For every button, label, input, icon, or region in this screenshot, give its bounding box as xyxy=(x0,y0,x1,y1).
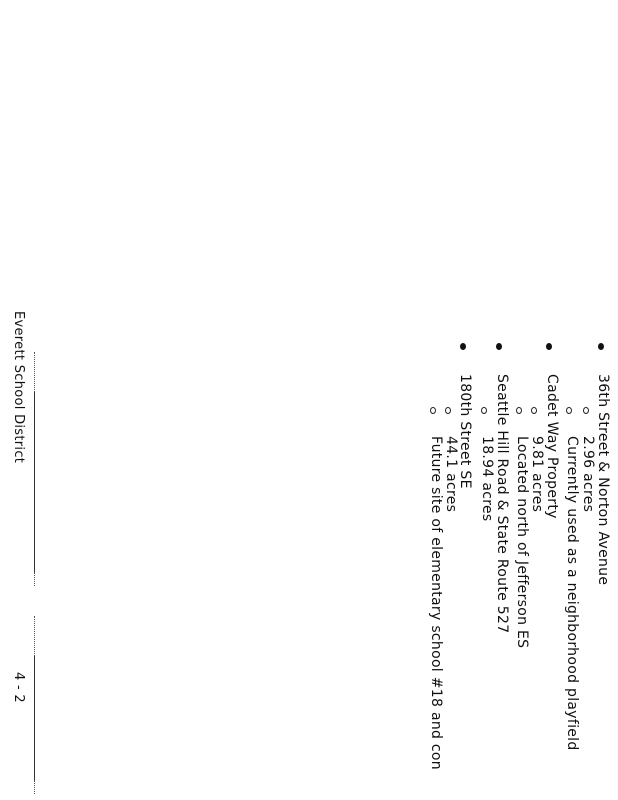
sub-bullet-icon xyxy=(430,407,436,414)
footer-page-number: 4 - 2 xyxy=(11,672,26,703)
sub-bullet-icon xyxy=(531,407,537,414)
bullet-icon xyxy=(598,343,604,350)
list-item-detail: Future site of elementary school #18 and con xyxy=(428,436,444,770)
footer-district: Everett School District xyxy=(11,311,26,464)
list-item-detail: 9.81 acres xyxy=(529,436,545,513)
list-item-detail: Currently used as a neighborhood playfield xyxy=(564,436,580,751)
list-item-title: Cadet Way Property xyxy=(544,374,560,519)
sub-bullet-icon xyxy=(566,407,572,414)
footer-divider xyxy=(34,392,35,572)
footer-divider xyxy=(34,352,36,392)
footer-divider xyxy=(34,780,36,794)
footer-divider xyxy=(34,572,36,586)
list-item-title: Seattle Hill Road & State Route 527 xyxy=(494,374,510,634)
sub-bullet-icon xyxy=(481,407,487,414)
bullet-icon xyxy=(546,343,552,350)
sub-bullet-icon xyxy=(583,407,589,414)
list-item-title: 36th Street & Norton Avenue xyxy=(595,374,611,586)
footer-divider xyxy=(34,616,36,656)
sub-bullet-icon xyxy=(516,407,522,414)
list-item-detail: 2.96 acres xyxy=(580,436,596,513)
list-item-title: 180th Street SE xyxy=(457,374,473,489)
bullet-icon xyxy=(496,343,502,350)
footer-divider xyxy=(34,656,35,780)
list-item-detail: 44.1 acres xyxy=(443,436,459,513)
sub-bullet-icon xyxy=(445,407,451,414)
list-item-detail: Located north of Jefferson ES xyxy=(514,436,530,649)
bullet-icon xyxy=(460,343,466,350)
list-item-detail: 18.94 acres xyxy=(479,436,495,522)
